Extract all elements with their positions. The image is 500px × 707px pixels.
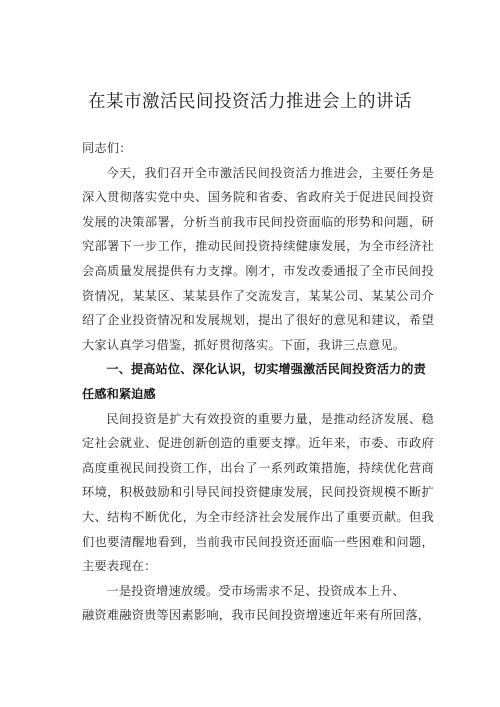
section-heading-1: 一、提高站位、深化认识，切实增强激活民间投资活力的责任感和紧迫感 bbox=[82, 362, 426, 401]
document-body bbox=[82, 136, 434, 628]
point-1-line-1: 一是投资增速放缓。受市场需求不足、投资成本上升、 bbox=[106, 583, 405, 598]
salutation: 同志们： bbox=[82, 141, 132, 155]
section-1-paragraph: 民间投资是扩大有效投资的重要力量，是推动经济发展、稳定社会就业、促进创新创造的重要支撑。近年来，市委、市政府高度重视民间投资工作，出台了一系列政策措施，持续优化营商环境，积极鼓励和引导民间投资健康发展，民间投资规模不断扩大、结构不断优化，为全市经济社会发展作出了重要贡献。但我们也要清醒地看到，当前我市民间投资还面临一些困难和问题，主要表现在： bbox=[82, 411, 434, 574]
intro-paragraph: 今天，我们召开全市激活民间投资活力推进会，主要任务是深入贯彻落实党中央、国务院和省委、省政府关于促进民间投资发展的决策部署，分析当前我市民间投资面临的形势和问题，研究部署下一步工作，推动民间投资持续健康发展，为全市经济社会高质量发展提供有力支撑。刚才，市发改委通报了全市民间投资情况，某某区、某某县作了交流发言，某某公司、某某公司介绍了企业投资情况和发展规划，提出了很好的意见和建议，希望大家认真学习借鉴，抓好贯彻落实。下面，我讲三点意见。 bbox=[82, 165, 434, 352]
document-title: 在某市激活民间投资活力推进会上的讲话 bbox=[88, 92, 412, 112]
point-1-line-2: 融资难融资贵等因素影响，我市民间投资增速近年来有所回落， bbox=[82, 608, 431, 623]
